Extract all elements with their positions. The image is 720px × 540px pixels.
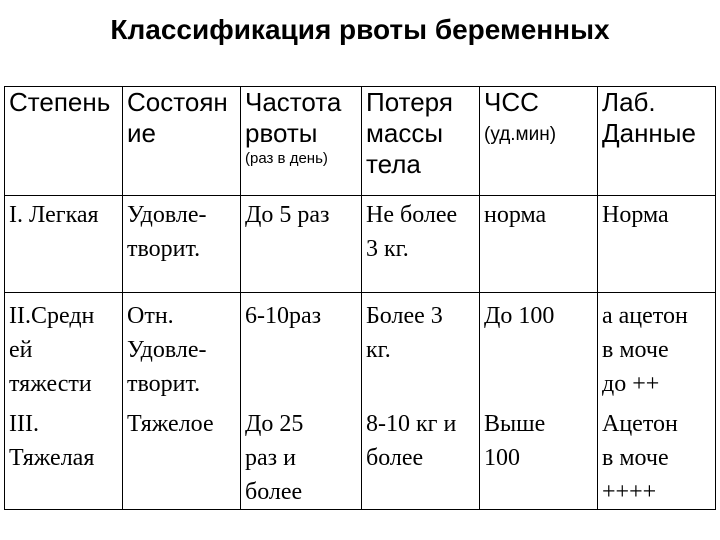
header-frequency-line: рвоты bbox=[245, 118, 318, 148]
cell-text: Удовле- bbox=[127, 202, 207, 228]
cell-lab-data bbox=[598, 293, 716, 408]
vomiting-classification-table bbox=[4, 86, 716, 510]
cell-text: Выше bbox=[484, 411, 546, 437]
cell-text: Не более bbox=[366, 202, 458, 228]
cell-text: в моче bbox=[602, 337, 669, 363]
cell-frequency bbox=[241, 407, 362, 510]
header-heart-rate bbox=[480, 87, 598, 196]
cell-text: раз и bbox=[245, 445, 296, 471]
cell-text: 8-10 кг и bbox=[366, 411, 457, 437]
cell-degree bbox=[5, 407, 123, 510]
header-state-line: Состоян bbox=[127, 87, 228, 117]
cell-heart-rate bbox=[480, 196, 598, 293]
cell-text: норма bbox=[484, 202, 547, 228]
cell-text: творит. bbox=[127, 236, 201, 262]
table-row bbox=[5, 196, 716, 293]
header-weight-loss-line: тела bbox=[366, 149, 421, 179]
cell-text: II.Средн bbox=[9, 303, 95, 329]
cell-text: более bbox=[245, 479, 303, 505]
header-weight-loss bbox=[362, 87, 480, 196]
cell-text: III. bbox=[9, 411, 39, 437]
cell-degree bbox=[5, 196, 123, 293]
header-state bbox=[123, 87, 241, 196]
page-title: Классификация рвоты беременных bbox=[110, 14, 610, 45]
header-lab-data-line: Лаб. bbox=[602, 87, 656, 117]
cell-text: Норма bbox=[602, 202, 669, 228]
header-weight-loss-line: Потеря bbox=[366, 87, 453, 117]
cell-text: Ацетон bbox=[602, 411, 678, 437]
table-row bbox=[5, 407, 716, 510]
table-row bbox=[5, 293, 716, 408]
cell-degree bbox=[5, 293, 123, 408]
header-weight-loss-line: массы bbox=[366, 118, 444, 148]
cell-text: Тяжелое bbox=[127, 411, 214, 437]
cell-text: кг. bbox=[366, 337, 391, 363]
cell-weight-loss bbox=[362, 407, 480, 510]
cell-text: 100 bbox=[484, 445, 520, 471]
cell-text: ++++ bbox=[602, 479, 657, 505]
cell-heart-rate bbox=[480, 407, 598, 510]
cell-text: Удовле- bbox=[127, 337, 207, 363]
cell-text: творит. bbox=[127, 371, 201, 397]
cell-text: Более 3 bbox=[366, 303, 443, 329]
header-heart-rate-unit: (уд.мин) bbox=[484, 124, 557, 145]
header-frequency-note: (раз в день) bbox=[245, 150, 328, 167]
cell-lab-data bbox=[598, 407, 716, 510]
cell-text: До 5 раз bbox=[245, 202, 330, 228]
cell-heart-rate bbox=[480, 293, 598, 408]
table-header-row bbox=[5, 87, 716, 196]
header-degree-line: Степень bbox=[9, 87, 111, 117]
header-state-line: ие bbox=[127, 118, 156, 148]
cell-text: Отн. bbox=[127, 303, 174, 329]
cell-text: 3 кг. bbox=[366, 236, 409, 262]
cell-text: до ++ bbox=[602, 371, 660, 397]
header-lab-data bbox=[598, 87, 716, 196]
cell-text: До 25 bbox=[245, 411, 304, 437]
cell-weight-loss bbox=[362, 196, 480, 293]
cell-text: Тяжелая bbox=[9, 445, 95, 471]
cell-text: тяжести bbox=[9, 371, 92, 397]
cell-text: 6-10раз bbox=[245, 303, 322, 329]
header-lab-data-line: Данные bbox=[602, 118, 696, 148]
cell-frequency bbox=[241, 293, 362, 408]
cell-weight-loss bbox=[362, 293, 480, 408]
cell-text: I. Легкая bbox=[9, 202, 99, 228]
cell-state bbox=[123, 196, 241, 293]
header-degree bbox=[5, 87, 123, 196]
cell-lab-data bbox=[598, 196, 716, 293]
header-frequency bbox=[241, 87, 362, 196]
cell-state bbox=[123, 407, 241, 510]
header-frequency-line: Частота bbox=[245, 87, 342, 117]
cell-frequency bbox=[241, 196, 362, 293]
cell-text: более bbox=[366, 445, 424, 471]
cell-state bbox=[123, 293, 241, 408]
cell-text: а ацетон bbox=[602, 303, 688, 329]
cell-text: в моче bbox=[602, 445, 669, 471]
cell-text: До 100 bbox=[484, 303, 555, 329]
cell-text: ей bbox=[9, 337, 33, 363]
header-heart-rate-label: ЧСС bbox=[484, 87, 539, 117]
